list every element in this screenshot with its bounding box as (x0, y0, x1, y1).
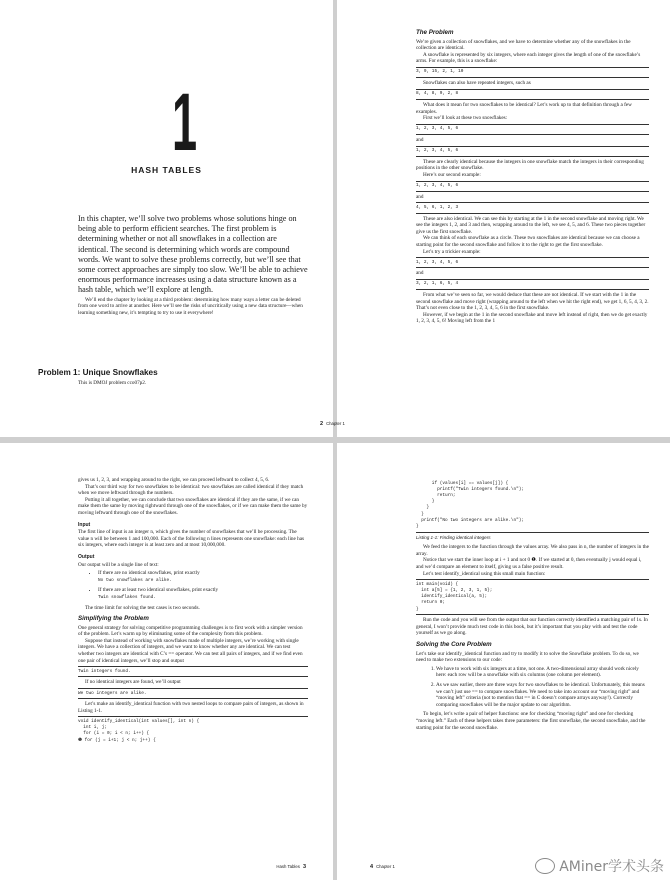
chapter-number: 1 (172, 77, 198, 168)
code-snippet: 1, 2, 3, 4, 5, 6 (416, 181, 649, 192)
code-listing: if (values[i] == values[j]) { printf("Twin integers found.\n"); return; } } } printf("No two integers are alike.\n"); } (416, 479, 649, 533)
list-item: 1. We have to work with six integers at a time, not one. A two-dimensional array should work nicely here: each row will be a snowflake with six columns (one column per element). (436, 666, 649, 679)
page-number: 4 (370, 864, 374, 870)
running-head: Hash Tables (276, 864, 300, 869)
code-snippet: 3, 2, 1, 6, 5, 4 (416, 279, 649, 290)
paragraph: These are clearly identical because the integers in one snowflake match the integers in their corresponding positions in the other snowflake. (416, 158, 644, 172)
list-item: 2. As we saw earlier, there are three ways for two snowflakes to be identical. Unfortunately, this means we can’t just use == to compare snowflakes. We need to take into account our “moving right” and “moving left” criteria (not to mention that == in C doesn’t compare arrays anyway!). Correctly comparing snowflakes will be the major update to our algorithm. (436, 682, 649, 708)
paragraph: The time limit for solving the test cases is two seconds. (85, 604, 200, 611)
code-snippet: 1, 2, 3, 4, 5, 6 (416, 146, 649, 157)
heading-simplifying: Simplifying the Problem (78, 615, 149, 623)
paragraph: Here’s our second example: (423, 171, 481, 178)
chapter-intro (78, 214, 308, 316)
paragraph: However, if we begin at the 1 in the second snowflake and move left instead of right, then we do get exactly 1, 2, 3, 4, 5, 6! Moving left from the 1 (416, 311, 648, 325)
numbered-list (416, 666, 649, 709)
page-1 (0, 0, 333, 437)
watermark-text: AMiner学术头条 (559, 859, 664, 875)
intro-paragraph-2: We’ll end the chapter by looking at a third problem: determining how many ways a letter can be deleted from one word to arrive at another. Here we’ll see the risks of uncritically using a new data structure—when learning something new, it’s tempting to try to use it everywhere! (78, 296, 303, 316)
paragraph: Putting it all together, we can conclude that two snowflakes are identical if they are the same, if we can make them the same by moving rightward through one of the snowflakes, or if we can make them the same by moving leftward through one of the snowflakes. (78, 496, 308, 516)
heading-input: Input (78, 521, 91, 528)
page-4-body (416, 477, 649, 731)
paragraph: Our output will be a single line of text: (78, 561, 159, 568)
chapter-title: HASH TABLES (131, 165, 202, 175)
folio (317, 421, 345, 427)
page-3-body (78, 477, 308, 747)
folio (276, 864, 309, 870)
paragraph: That’s our third way for two snowflakes to be identical: two snowflakes are called identical if they match when we move leftward through the numbers. (78, 483, 304, 497)
listing-caption: Listing 1-1: Finding identical integers (416, 534, 491, 540)
paragraph: We’re given a collection of snowflakes, and we have to determine whether any of the snowflakes in the collection are identical. (416, 38, 631, 52)
code-snippet: Twin integers found. (78, 666, 308, 677)
paragraph: and (416, 270, 424, 277)
paragraph: and (416, 136, 424, 143)
output-list (78, 570, 308, 601)
paragraph: If no identical integers are found, we’ll output (85, 679, 181, 686)
paragraph: First we’ll look at these two snowflakes: (423, 115, 508, 122)
page-2-body (416, 30, 649, 325)
code-listing: void identify_identical(int values[], int n) { int i, j; for (i = 0; i < n; i++) { ❶ for (j = i+1; j < n; j++) { (78, 716, 308, 745)
paragraph: The first line of input is an integer n, which gives the number of snowflakes that we’ll be processing. The value n will be between 1 and 100,000. Each of the following n lines represents one snowflake: each line has six integers, where each integer is at least zero and at most 10,000,000. (78, 529, 305, 549)
paragraph: Snowflakes can also have repeated integers, such as (423, 80, 531, 87)
paragraph: A snowflake is represented by six integers, where each integer gives the length of one of the snowflake’s arms. For example, this is a snowflake: (416, 51, 641, 65)
page-2 (320, 0, 670, 437)
paragraph: We feed the integers to the function through the values array. We also pass in n, the number of integers in the array. (416, 544, 649, 557)
heading-output: Output (78, 553, 95, 560)
page-3 (0, 443, 333, 880)
running-head: Chapter 1 (326, 421, 345, 426)
wechat-icon (535, 858, 555, 874)
paragraph: What does it mean for two snowflakes to be identical? Let’s work up to that definition through a few examples. (416, 101, 632, 115)
problem-section (38, 370, 308, 386)
paragraph: We can think of each snowflake as a circle. These two snowflakes are identical because we can choose a starting point for the second snowflake and follow it to the right to get the first snowflake. (416, 235, 640, 248)
paragraph: gives us 1, 2, 3, and wrapping around to the right, we can proceed leftward to collect 4, 5, 6. (78, 477, 270, 483)
problem-heading: Problem 1: Unique Snowflakes (38, 368, 158, 377)
code-snippet: 1, 2, 3, 4, 5, 6 (416, 124, 649, 135)
paragraph: One general strategy for solving competitive programming challenges is to first work with a simpler version of the problem. Let’s warm up by eliminating some of the complexity from this problem. (78, 624, 303, 638)
code-snippet: 3, 9, 15, 2, 1, 10 (416, 67, 649, 78)
code-snippet: We two integers are alike. (78, 688, 308, 699)
list-item: • If there are no identical snowflakes, print exactly No two snowflakes are alike. (98, 570, 308, 584)
list-item: • If there are at least two identical snowflakes, print exactly Twin snowflakes found. (98, 587, 308, 601)
page-number: 2 (320, 421, 324, 427)
page-4 (337, 443, 670, 880)
code-snippet: 4, 5, 6, 1, 2, 3 (416, 202, 649, 213)
code-snippet: 1, 2, 3, 4, 5, 6 (416, 257, 649, 268)
heading-core-problem: Solving the Core Problem (416, 640, 492, 648)
paragraph: and (416, 193, 424, 200)
running-head: Chapter 1 (376, 864, 395, 869)
heading-the-problem: The Problem (416, 29, 454, 36)
paragraph: Let’s test identify_identical using this small main function: (423, 570, 546, 577)
paragraph: Let’s take our identify_identical function and try to modify it to solve the Snowflake problem. To do so, we need to make two extensions to our code: (416, 650, 639, 664)
paragraph: Notice that we start the inner loop at i + 1 and not 0 ❶. If we started at 0, then eventually j would equal i, and we’d compare an element to itself, giving us a false positive result. (416, 557, 642, 570)
intro-paragraph: In this chapter, we’ll solve two problems whose solutions hinge on being able to perform efficient searches. The first problem is determining whether or not all snowflakes in a collection are identical. The second is determining which words are compound words. We want to solve these problems correctly, but we’ll see that some correct approaches are simply too slow. We’ll be able to achieve enormous performance increases using a data structure known as a hash table, which we’ll explore at length. (78, 214, 308, 295)
problem-source: This is DMOJ problem cco07p2. (78, 379, 147, 386)
paragraph: From what we’ve seen so far, we would deduce that these are not identical. If we start with the 1 in the second snowflake and move right (wrapping around to the left when we hit the right end), we get 1, 6, 5, 4, 3, 2. That’s not even close to the 1, 2, 3, 4, 5, 6 in the first snowflake. (416, 292, 649, 312)
paragraph: Run the code and you will see from the output that our function correctly identified a matching pair of 1s. In general, I won’t provide much test code in this book, but it’s important that you play with and test the code yourself as we go along. (416, 617, 648, 637)
folio (367, 864, 395, 870)
watermark (535, 856, 664, 876)
paragraph: Let’s try a trickier example: (423, 248, 481, 255)
code-snippet: 8, 4, 8, 9, 2, 8 (416, 89, 649, 100)
paragraph: Suppose that instead of working with snowflakes made of multiple integers, we’re working with single integers. We have a collection of integers, and we want to know whether any are identical. We can test whether two integers are identical with C’s == operator. We can test all pairs of integers, and if we find even one pair of identical integers, we’ll stop and output (78, 637, 303, 664)
paragraph: To begin, let’s write a pair of helper functions: one for checking “moving right” and one for checking “moving left.” Each of these helpers takes three parameters: the first snowflake, the second snowflake, and the starting point for the second snowflake. (416, 711, 646, 731)
page-number: 3 (302, 864, 306, 870)
code-listing: int main(void) { int a[5] = {1, 2, 3, 1, 5}; identify_identical(a, 5); return 0; } (416, 579, 649, 615)
paragraph: These are also identical. We can see this by starting at the 1 in the second snowflake and moving right. We see the integers 1, 2, and 3 and then, wrapping around to the left, we see 4, 5, and 6. These two pieces together give us the first snowflake. (416, 215, 646, 235)
paragraph: Let’s make an identify_identical function with two nested loops to compare pairs of integers, as shown in Listing 1-1. (78, 701, 304, 714)
